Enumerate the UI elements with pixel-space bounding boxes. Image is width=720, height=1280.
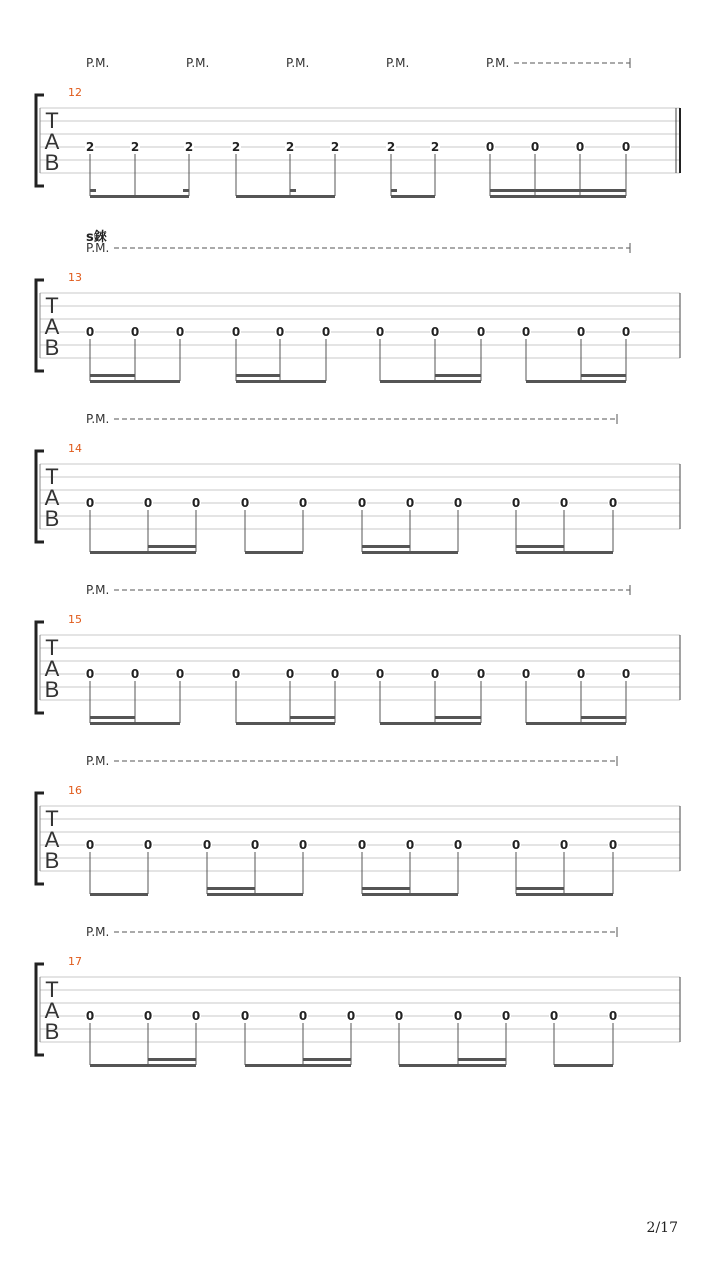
fret-number: 0 [476,667,486,681]
primary-beam [526,722,626,725]
secondary-beam [148,1058,196,1061]
measure-number: 14 [68,442,82,455]
fret-number: 2 [231,140,241,154]
fret-number: 0 [511,496,521,510]
secondary-beam [581,374,626,377]
fret-number: 0 [202,838,212,852]
fret-number: 0 [394,1009,404,1023]
fret-number: 2 [430,140,440,154]
section-marking: s錸 [86,230,107,245]
tab-clef-letter: A [44,129,60,154]
fret-number: 0 [130,667,140,681]
tab-clef-letter: B [44,848,60,873]
secondary-beam [435,716,481,719]
tab-system [36,925,680,1067]
secondary-beam-stub [183,189,189,192]
tab-clef-letter: T [45,464,59,489]
fret-number: 0 [501,1009,511,1023]
secondary-beam [290,716,335,719]
primary-beam [207,893,303,896]
fret-number: 0 [85,667,95,681]
secondary-beam [90,716,135,719]
fret-number: 2 [285,140,295,154]
fret-number: 2 [386,140,396,154]
fret-number: 0 [250,838,260,852]
secondary-beam [207,887,255,890]
primary-beam [90,1064,196,1067]
fret-number: 0 [240,496,250,510]
fret-number: 0 [576,325,586,339]
fret-number: 0 [191,496,201,510]
secondary-beam [581,716,626,719]
fret-number: 0 [608,1009,618,1023]
fret-number: 0 [521,667,531,681]
tab-system [36,56,680,198]
primary-beam [236,195,335,198]
fret-number: 0 [405,496,415,510]
measure-number: 15 [68,613,82,626]
secondary-beam [303,1058,351,1061]
fret-number: 0 [375,325,385,339]
secondary-beam [516,545,564,548]
fret-number: 2 [85,140,95,154]
fret-number: 0 [608,838,618,852]
fret-number: 0 [298,1009,308,1023]
fret-number: 0 [231,667,241,681]
tab-system [36,583,680,725]
primary-beam [245,1064,351,1067]
fret-number: 0 [357,838,367,852]
tab-system [36,412,680,554]
fret-number: 0 [621,667,631,681]
fret-number: 0 [530,140,540,154]
tab-clef-letter: A [44,314,60,339]
primary-beam [380,380,481,383]
secondary-beam [148,545,196,548]
fret-number: 0 [559,496,569,510]
secondary-beam-stub [90,189,96,192]
fret-number: 0 [549,1009,559,1023]
tab-clef-letter: B [44,506,60,531]
primary-beam [516,551,613,554]
palm-mute-label: P.M. [86,583,110,597]
fret-number: 0 [608,496,618,510]
secondary-beam [458,1058,506,1061]
primary-beam [236,722,335,725]
secondary-beam [362,887,410,890]
tab-clef-letter: B [44,335,60,360]
primary-beam [554,1064,613,1067]
fret-number: 0 [275,325,285,339]
fret-number: 0 [453,496,463,510]
primary-beam [90,893,148,896]
primary-beam [362,551,458,554]
primary-beam [490,195,626,198]
palm-mute-label: P.M. [386,56,410,70]
tab-clef-letter: T [45,293,59,318]
tab-clef-letter: T [45,977,59,1002]
fret-number: 0 [130,325,140,339]
tab-clef-letter: B [44,150,60,175]
palm-mute-label: P.M. [186,56,210,70]
primary-beam [526,380,626,383]
primary-beam [245,551,303,554]
fret-number: 0 [405,838,415,852]
fret-number: 0 [521,325,531,339]
fret-number: 0 [375,667,385,681]
fret-number: 0 [346,1009,356,1023]
primary-beam [90,380,180,383]
fret-number: 0 [330,667,340,681]
primary-beam [90,551,196,554]
measure-number: 12 [68,86,82,99]
palm-mute-label: P.M. [86,754,110,768]
fret-number: 0 [240,1009,250,1023]
secondary-beam-stub [391,189,397,192]
fret-number: 0 [511,838,521,852]
tab-clef-letter: T [45,635,59,660]
tab-clef-letter: B [44,1019,60,1044]
fret-number: 0 [85,1009,95,1023]
tab-clef-letter: A [44,827,60,852]
tab-clef-letter: A [44,485,60,510]
fret-number: 0 [559,838,569,852]
fret-number: 0 [175,325,185,339]
secondary-beam [435,374,481,377]
fret-number: 2 [330,140,340,154]
secondary-beam [516,887,564,890]
primary-beam [399,1064,506,1067]
fret-number: 0 [231,325,241,339]
palm-mute-label: P.M. [86,412,110,426]
fret-number: 0 [453,838,463,852]
fret-number: 0 [453,1009,463,1023]
fret-number: 0 [85,325,95,339]
primary-beam [362,893,458,896]
fret-number: 0 [575,140,585,154]
secondary-beam [362,545,410,548]
primary-beam [90,195,189,198]
measure-number: 17 [68,955,82,968]
fret-number: 0 [576,667,586,681]
fret-number: 0 [321,325,331,339]
fret-number: 0 [85,496,95,510]
secondary-beam [236,374,280,377]
secondary-beam [490,189,626,192]
fret-number: 0 [357,496,367,510]
secondary-beam [90,374,135,377]
primary-beam [516,893,613,896]
tab-clef-letter: B [44,677,60,702]
measure-number: 13 [68,271,82,284]
primary-beam [236,380,326,383]
fret-number: 0 [298,838,308,852]
primary-beam [391,195,435,198]
primary-beam [90,722,180,725]
tab-clef-letter: A [44,998,60,1023]
fret-number: 0 [143,1009,153,1023]
tab-system [36,229,680,383]
palm-mute-label: P.M. [286,56,310,70]
fret-number: 0 [143,496,153,510]
tab-system [36,754,680,896]
fret-number: 0 [430,325,440,339]
fret-number: 0 [143,838,153,852]
tab-clef-letter: T [45,806,59,831]
fret-number: 0 [191,1009,201,1023]
fret-number: 0 [430,667,440,681]
tab-clef-letter: T [45,108,59,133]
fret-number: 0 [485,140,495,154]
fret-number: 0 [621,140,631,154]
fret-number: 0 [175,667,185,681]
fret-number: 2 [130,140,140,154]
tab-clef-letter: A [44,656,60,681]
palm-mute-label: P.M. [486,56,510,70]
page-number: 2/17 [646,1220,678,1236]
fret-number: 0 [285,667,295,681]
measure-number: 16 [68,784,82,797]
fret-number: 0 [298,496,308,510]
fret-number: 0 [476,325,486,339]
primary-beam [380,722,481,725]
palm-mute-label: P.M. [86,241,110,255]
fret-number: 0 [85,838,95,852]
fret-number: 2 [184,140,194,154]
palm-mute-label: P.M. [86,925,110,939]
palm-mute-label: P.M. [86,56,110,70]
secondary-beam-stub [290,189,296,192]
fret-number: 0 [621,325,631,339]
